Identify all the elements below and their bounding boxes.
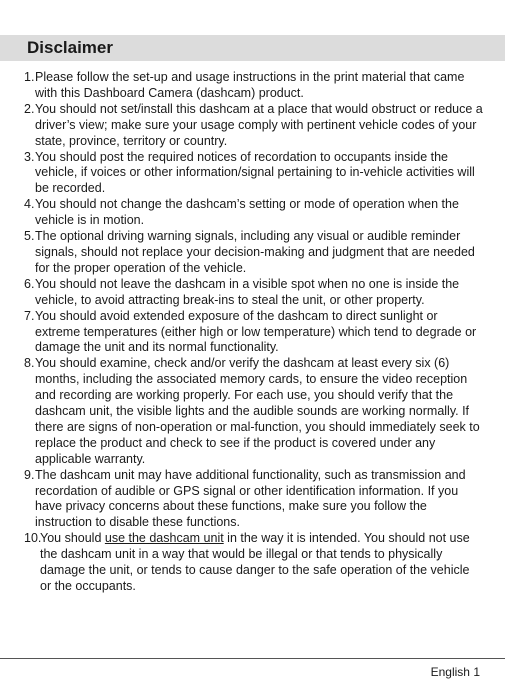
item-text: You should not set/install this dashcam at a place that would obstruct or reduce a driver’s view; make sure your usage comply with pertinent vehicle codes of your state, province, territory or country.	[35, 101, 483, 148]
item-number: 3.	[24, 149, 35, 164]
item-number: 10.	[24, 531, 42, 546]
disclaimer-list	[24, 70, 484, 595]
item-number: 4.	[24, 197, 35, 212]
item-text: You should avoid extended exposure of the dashcam to direct sunlight or extreme temperatures (either high or low temperature) which tend to degrade or damage the unit and its normal functionality.	[35, 308, 477, 355]
item-text-after: in the way it is intended. You should not use the dashcam unit in a way that would be illegal or that tends to physically damage the unit, or tends to cause danger to the safe operation of the vehicle or the occupants.	[40, 531, 470, 593]
item-text: You should not leave the dashcam in a visible spot when no one is inside the vehicle, to avoid attracting break-ins to steal the unit, or other property.	[35, 276, 460, 307]
item-text: You should not change the dashcam’s setting or mode of operation when the vehicle is in motion.	[35, 197, 459, 228]
list-item	[24, 531, 484, 595]
list-item	[24, 150, 484, 198]
list-item	[24, 356, 484, 467]
footer-divider	[0, 658, 505, 659]
item-number: 2.	[24, 101, 35, 116]
list-item	[24, 468, 484, 532]
item-number: 6.	[24, 276, 35, 291]
item-text: The optional driving warning signals, including any visual or audible reminder signals, should not replace your decision-making and judgment that are needed for the proper operation of the vehicle.	[35, 229, 475, 275]
item-text: The dashcam unit may have additional functionality, such as transmission and recordation of audible or GPS signal or other identification information. If you have privacy concerns about these functions, make sure you follow the instruction to disable these functions.	[35, 467, 466, 530]
list-item	[24, 309, 484, 357]
item-text: Please follow the set-up and usage instructions in the print material that came with this Dashboard Camera (dashcam) product.	[35, 70, 465, 100]
list-item	[24, 70, 484, 102]
item-text: You should post the required notices of recordation to occupants inside the vehicle, if voices or other information/signal pertaining to in-vehicle activities will be recorded.	[35, 149, 475, 196]
list-item	[24, 229, 484, 277]
underlined-phrase: use the dashcam unit	[104, 531, 224, 546]
item-number: 8.	[24, 356, 35, 371]
page-title: Disclaimer	[27, 38, 113, 57]
item-text-before: You should	[40, 531, 105, 546]
list-item	[24, 277, 484, 309]
list-item	[24, 197, 484, 229]
page-footer: English 1	[430, 665, 480, 679]
item-number: 1.	[24, 70, 35, 84]
item-number: 7.	[24, 308, 35, 323]
item-number: 5.	[24, 229, 35, 244]
list-item	[24, 102, 484, 150]
item-text: You should examine, check and/or verify the dashcam at least every six (6) months, including the associated memory cards, to ensure the video reception and recording are working properly. For each use, you should verify that the dashcam unit, the visible lights and the audible sounds are working normally. If there are signs of non-operation or mal-function, you should immediately seek to replace the product and check to see if the product is covered under any applicable warranty.	[35, 356, 480, 466]
item-number: 9.	[24, 467, 35, 482]
